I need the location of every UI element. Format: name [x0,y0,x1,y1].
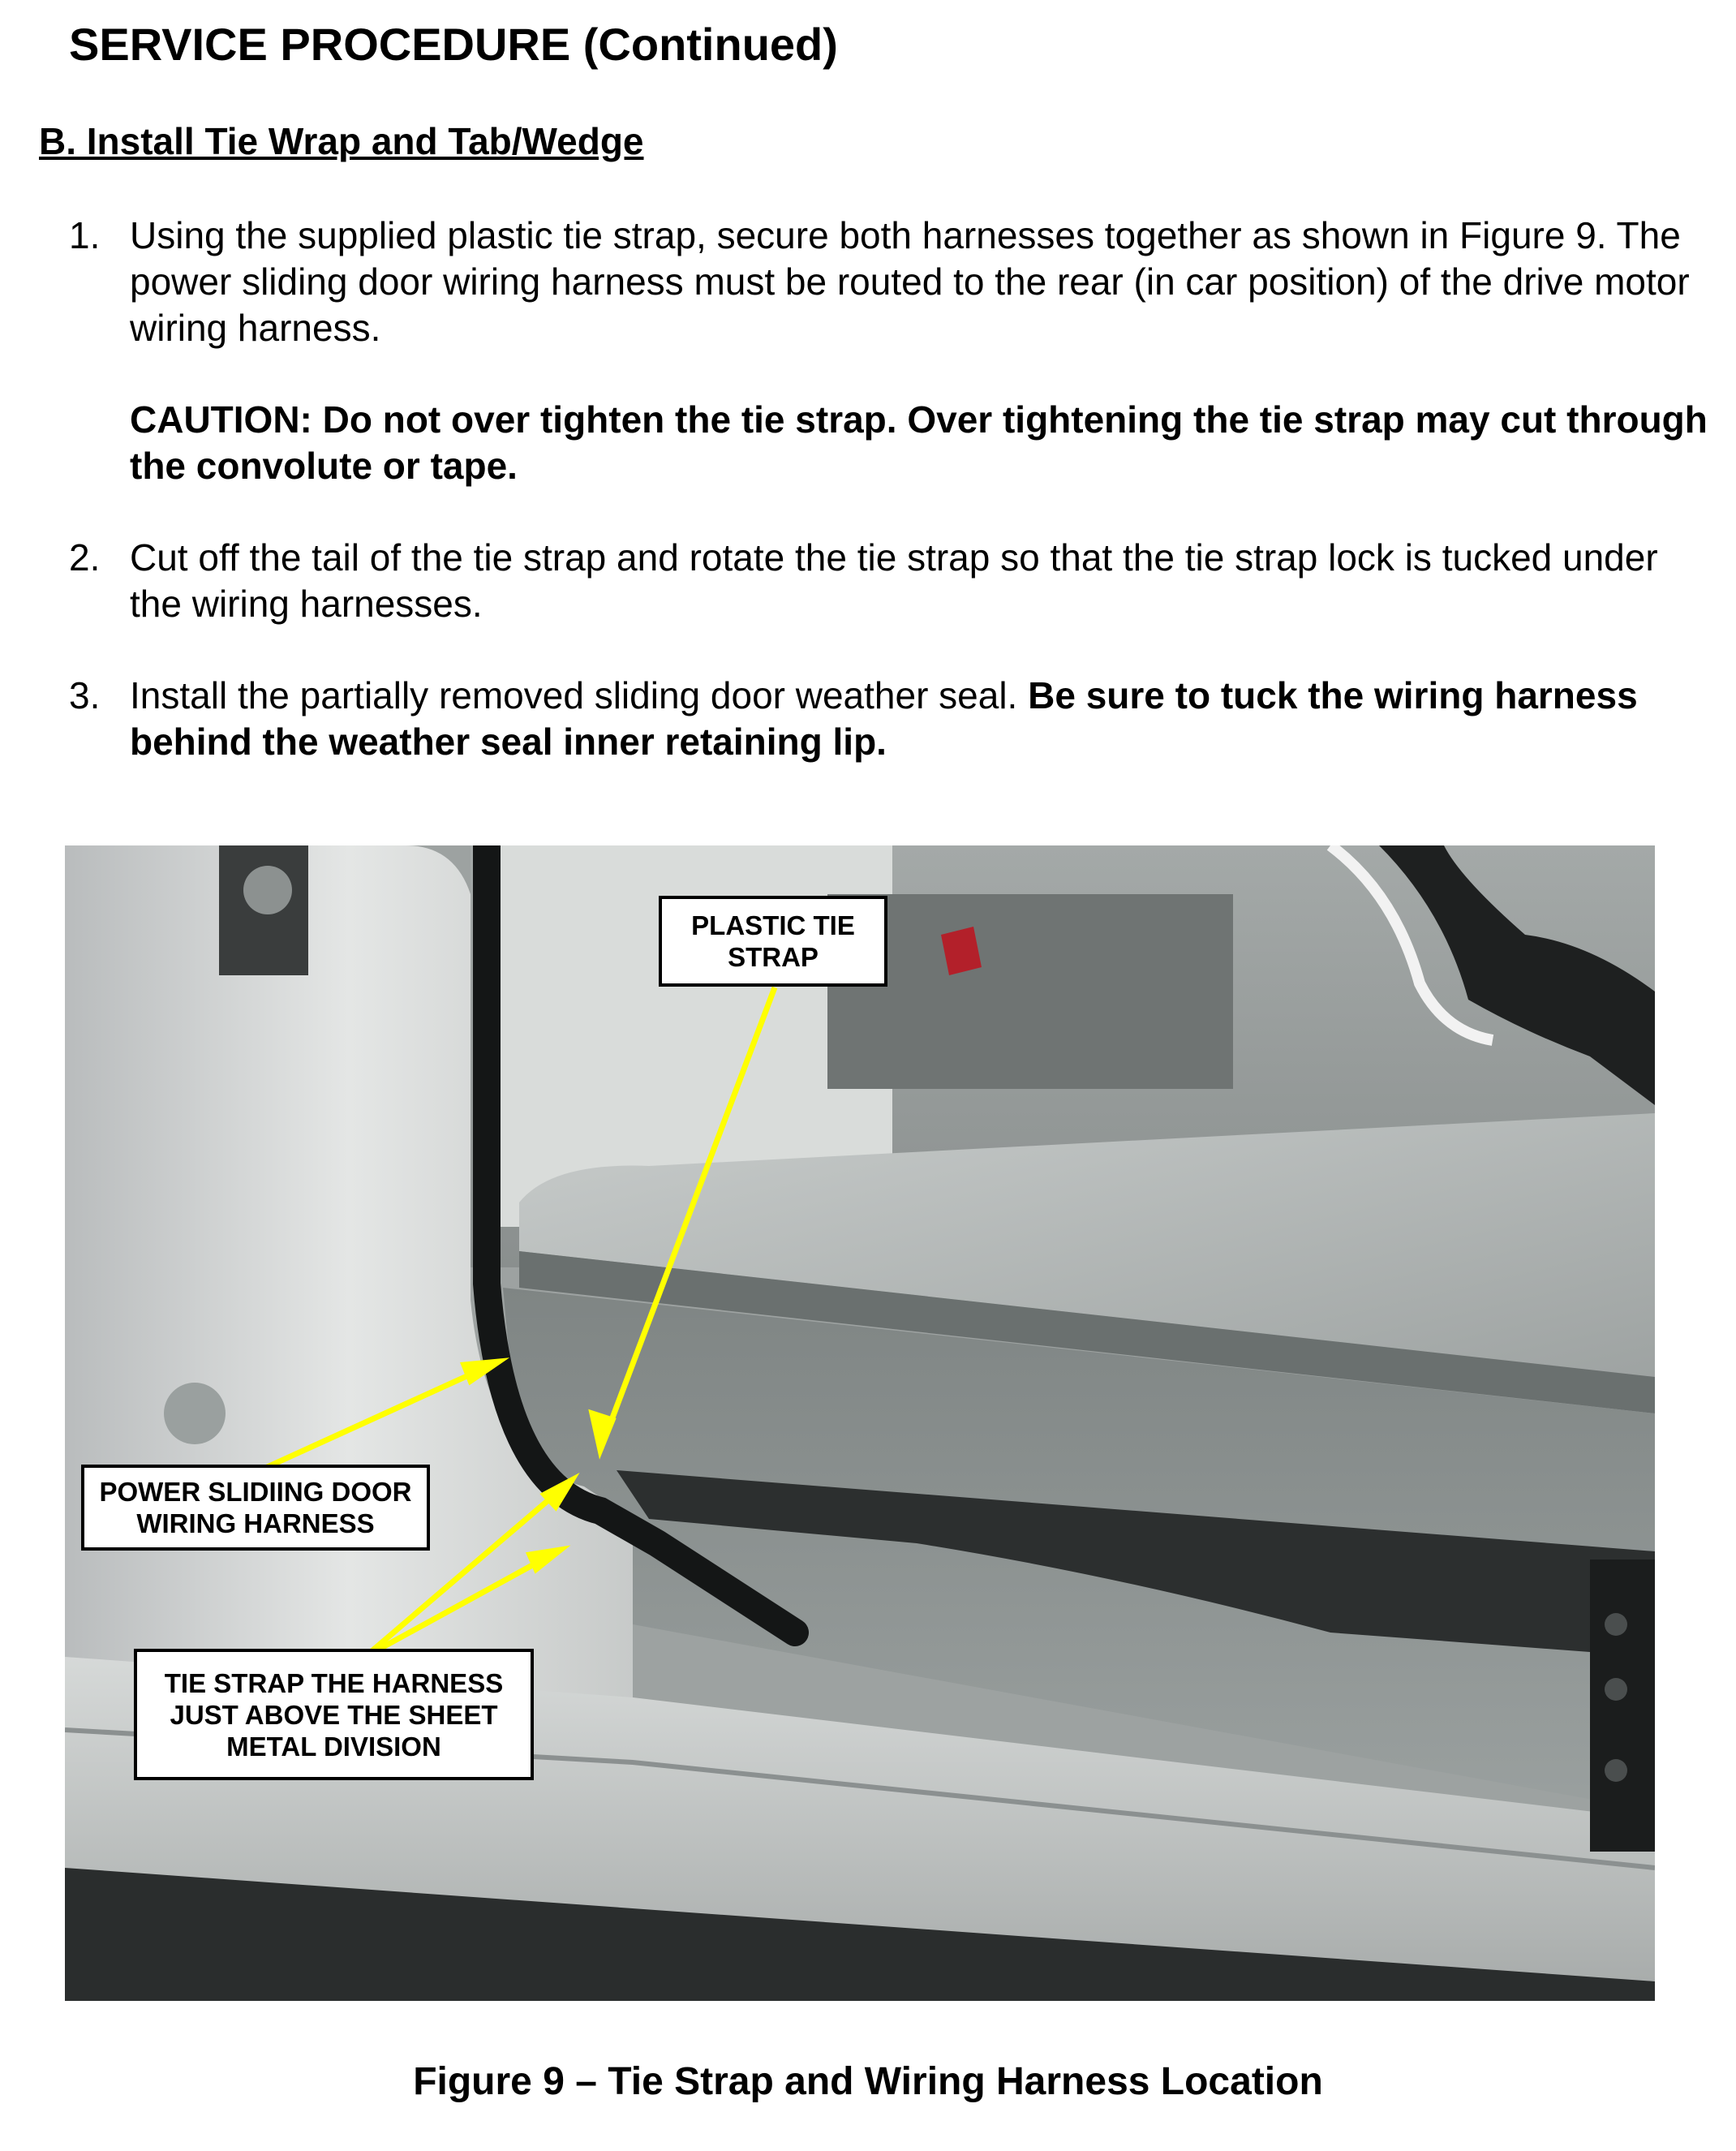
pillar-bolt [243,866,292,914]
step-3-text [130,673,1720,765]
callout-plastic-tie-line-2: STRAP [728,942,819,972]
step-2-text: Cut off the tail of the tie strap and rotate the tie strap so that the tie strap lock is tucked under the wiring harnesses. [130,536,1658,625]
bracket-bolt-3 [1605,1759,1627,1782]
step-3-plain: Install the partially removed sliding door weather seal. [130,674,1029,716]
step-1-number: 1. [69,214,101,256]
section-heading: B. Install Tie Wrap and Tab/Wedge [39,120,644,162]
step-3-number: 3. [69,674,101,716]
figure-illustration [65,845,1655,2001]
interior-shadow [827,894,1233,1089]
step-3-bold: Be sure to tuck the wiring harness behind the weather seal inner retaining lip. [130,674,1638,763]
step-1-text: Using the supplied plastic tie strap, secure both harnesses together as shown in Figure 9. The power sliding door wiring harness must be routed to the rear (in car position) of the drive motor wiring harness. [130,214,1690,349]
figure-caption: Figure 9 – Tie Strap and Wiring Harness Location [413,2060,1323,2103]
step-2-number: 2. [69,536,101,579]
callout-power-door-line-2: WIRING HARNESS [136,1508,375,1538]
bracket-bolt-2 [1605,1678,1627,1701]
pillar-hole [164,1383,226,1444]
callout-tie-strap-line-2: JUST ABOVE THE SHEET [170,1699,498,1730]
step-1-caution: CAUTION: Do not over tighten the tie strap. Over tightening the tie strap may cut through the convolute or tape. [130,398,1708,487]
callout-tie-strap-harness [134,1649,534,1780]
track-bracket [1590,1559,1655,1852]
callout-power-sliding-door [81,1465,430,1551]
callout-tie-strap-line-1: TIE STRAP THE HARNESS [164,1667,504,1698]
callout-plastic-tie-line-1: PLASTIC TIE [691,910,855,940]
callout-tie-strap-line-3: METAL DIVISION [226,1731,441,1762]
bracket-bolt-1 [1605,1613,1627,1636]
callout-plastic-tie-strap [659,896,887,987]
callout-power-door-line-1: POWER SLIDIING DOOR [99,1477,412,1507]
figure-photo [65,845,1655,2001]
page-title: SERVICE PROCEDURE (Continued) [69,19,838,70]
